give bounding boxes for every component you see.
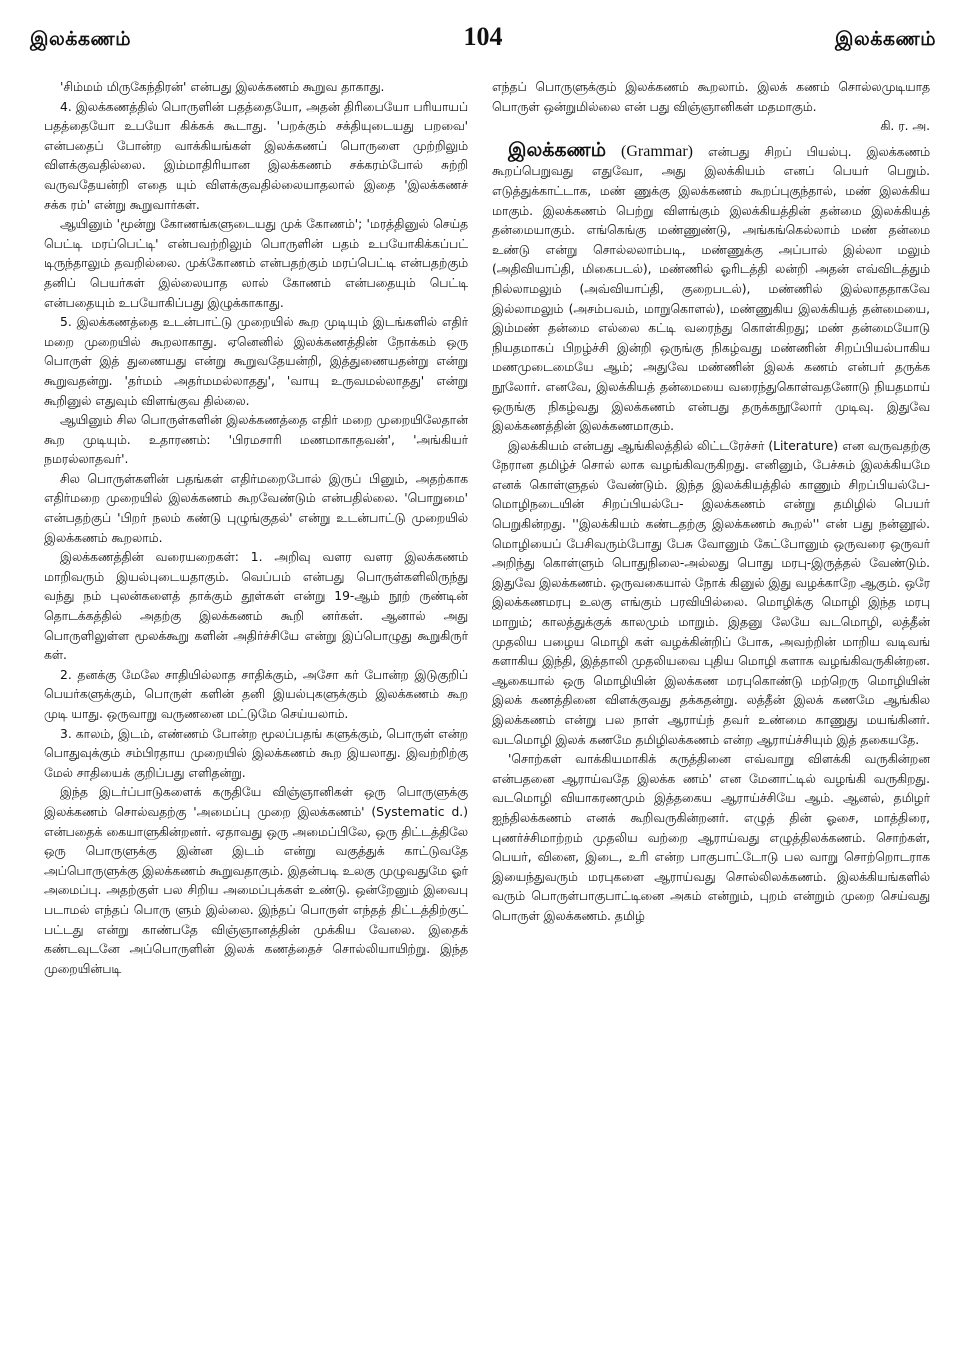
paragraph: 'சிம்மம் மிருகேந்திரன்' என்பது இலக்கணம் கூறுவ தாகாது.	[60, 80, 385, 94]
running-head-left: இலக்கணம்	[30, 28, 132, 50]
paragraph: 4. இலக்கணத்தில் பொருளின் பதத்தையோ, அதன் திரிபையோ பரியாயப் பதத்தையோ உபயோ கிக்கக் கூடாது. 'பறக்கும் சக்தியுடையது பறவை' என்பதைப் போன்ற வாக்கியங்கள் இலக்கணப் பொருளை முற்றிலும் விளக்குவதில்லை. இம்மாதிரியான இலக்கணம் சக்கரம்போல் சுற்றி வருவதேயன்றி எதை யும் விளக்குவதில்லையாதலால் இதை 'இலக்கணச் சக்க ரம்' என்று கூறுவார்கள்.	[44, 99, 468, 212]
paragraph: ஆயினும் சில பொருள்களின் இலக்கணத்தை எதிர் மறை முறையிலேதான் கூற முடியும். உதாரணம்: 'பிரமசாரி மணமாகாதவன்', 'அங்கியர் நமரல்லாதவர்'.	[44, 413, 468, 467]
paragraph: ஆயினும் 'மூன்று கோணங்களுடையது முக் கோணம்'; 'மரத்தினுல் செய்த பெட்டி மரப்பெட்டி' என்பவற்றிலும் பொருளின் பதம் உபயோகிக்கப்பட் டிருந்தாலும் தவறில்லை. முக்கோணம் என்பதற்கும் மரப்பெட்டி என்பதற்கும் தனிப் பெயர்கள் இல்லையாத லால் கோணம் என்பதையும் பெட்டி என்பதையும் உபயோகிப்பது இழுக்காகாது.	[44, 217, 468, 310]
paragraph: சில பொருள்களின் பதங்கள் எதிர்மறைபோல் இருப் பினும், அதற்காக எதிர்மறை முறையில் இலக்கணம் கூறவேண்டும் என்பதில்லை. 'பொறுமை' என்பதற்குப் 'பிறர் நலம் கண்டு புழுங்குதல்' என்று உடன்பாட்டு முறையில் இலக்கணம் கூறலாம்.	[44, 471, 468, 545]
paragraph: 2. தனக்கு மேலே சாதியில்லாத சாதிக்கும், அசோ கர் போன்ற இடுகுறிப் பெயர்களுக்கும், பொருள் களின் தனி இயல்புகளுக்கும் இலக்கணம் கூற முடி யாது. ஒருவாறு வருணனை மட்டுமே செய்யலாம்.	[44, 667, 468, 721]
paragraph: 5. இலக்கணத்தை உடன்பாட்டு முறையில் கூற முடியும் இடங்களில் எதிர் மறை முறையில் கூறலாகாது. ஏனெனில் இலக்கணத்தின் நோக்கம் ஒரு பொருள் இத் துணையது என்று கூறுவதேயன்றி, இத்துணையதன்று என்று கூறுவதன்று. 'தர்மம் அதர்மமல்லாதது', 'வாயு உருவமல்லாதது' என்று கூறினுல் எதுவும் விளங்குவ தில்லை.	[44, 315, 468, 408]
paragraph: இந்த இடர்ப்பாடுகளைக் கருதியே விஞ்ஞானிகள் ஒரு பொருளுக்கு இலக்கணம் சொல்வதற்கு 'அமைப்பு முறை இலக்கணம்' (Systematic d.) என்பதைக் கையாளுகின்றனர். ஏதாவது ஒரு அமைப்பிலே, ஒரு திட்டத்திலே ஒரு பொருளுக்கு இன்ன இடம் என்று வகுத்துக் காட்டுவதே அப்பொருளுக்கு இலக்கணம் கூறுவதாகும். இதன்படி உலகு முழுவதுமே ஓர் அமைப்பு. அதற்குள் பல சிறிய அமைப்புக்கள் உண்டு. ஒன்றேனும் இவைபு படாமல் எந்தப் பொரு ளும் இல்லை. இந்தப் பொருள் எந்தத் திட்டத்திற்குட் பட்டது என்று காண்பதே விஞ்ஞானத்தின் முக்கிய வேலை. இதைக் கண்டவுடனே அப்பொருளின் இலக் கணத்தைச் சொல்லியாயிற்று. இந்த முறையின்படி	[44, 785, 468, 976]
page-number: 104	[463, 22, 503, 51]
entry-lead-text: என்பது சிறப் பியல்பு. இலக்கணம் கூறப்பெறுவது எதுவோ, அது இலக்கியம் எனப் பெயர் பெறும். எடுத்துக்காட்டாக, மண் ணுக்கு இலக்கணம் கூறப்புகுந்தால், மண் இலக்கிய மாகும். இலக்கணம் பெற்று விளங்கும் இலக்கியத்தின் தன்மை இலக்கியத் தன்மையாகும். எங்கெங்கு மண்ணுண்டு, அங்கங்கெல்லாம் மண் தன்மை உண்டு என்று சொல்லலாம்படி, மண்ணுக்கு அப்பால் இல்லா மலும் (அதிவியாப்தி, மிகைபடல்), மண்ணில் ஓரிடத்தி லன்றி அதன் எவ்விடத்தும் நில்லாமலும் (அவ்வியாப்தி, குறைபடல்), மண்ணில் இல்லாததாகவே இல்லாமலும் (அசம்பவம், மாறுகொளல்), மண்ணுகிய இலக்கியத் தன்மையை, இம்மண் தன்மை எல்லை கட்டி வரைந்து கொள்கிறது; மண் தன்மையோடு நியதமாகப் பிறழ்ச்சி இன்றி ஒருங்கு நிகழ்வது மண்ணின் சிறப்பியல்பாகிய மணமுடைமையே ஆம்; அதுவே மண்ணின் இலக் கணம் என்பர் தருக்க நூலோர். எனவே, இலக்கியத் தன்மையை வரைந்துகொள்வதனோடு நியதமாய் ஒருங்கு நிகழ்வது இலக்கணம் என்பது தருக்கநூலோர் முடிவு. இதுவே இலக்கணத்தின் இலக்கணமாகும்.	[492, 144, 930, 434]
entry-heading: இலக்கணம்	[508, 138, 607, 161]
left-column	[44, 78, 468, 1354]
paragraph: 3. காலம், இடம், எண்ணம் போன்ற மூலப்பதங் களுக்கும், பொருள் என்ற பொதுவுக்கும் சம்பிரதாய முறையில் இலக்கணம் கூற இயலாது. இவற்றிற்கு மேல் சாதியைக் குறிப்பது எளிதன்று.	[44, 726, 468, 780]
paragraph: எந்தப் பொருளுக்கும் இலக்கணம் கூறலாம். இலக் கணம் சொல்லமுடியாத பொருள் ஒன்றுமில்லை என் பது விஞ்ஞானிகள் மதமாகும்.	[492, 80, 930, 114]
paragraph: 'சொற்கள் வாக்கியமாகிக் கருத்தினை எவ்வாறு விளக்கி வருகின்றன என்பதனை ஆராய்வதே இலக்க ணம்' என மேனாட்டில் வழங்கி வருகிறது. வடமொழி வியாகரணமும் இத்தகைய ஆராய்ச்சியே ஆம். ஆனல், தமிழர் ஐந்திலக்கணம் எனக் கூறிவருகின்றனர். எழுத் தின் ஓசை, மாத்திரை, புணர்ச்சிமாற்றம் முதலிய வற்றை ஆராய்வது எழுத்திலக்கணம். சொற்கள், பெயர், வினை, இடை, உரி என்ற பாகுபாட்டோடு பல வாறு சொற்றொடராக இயைந்துவரும் மரபுகளை ஆராய்வது சொல்லிலக்கணம். இலக்கியங்களில் வரும் பொருள்பாகுபாட்டினை அகம் என்றும், புறம் என்றும் முறை செய்வது பொருள் இலக்கணம். தமிழ்	[492, 752, 930, 923]
page-header	[30, 22, 936, 62]
running-head-right: இலக்கணம்	[834, 28, 936, 50]
paragraph: இலக்கணத்தின் வரையறைகள்: 1. அறிவு வளர வளர இலக்கணம் மாறிவரும் இயல்புடையதாகும். வெப்பம் என்பது பொருள்களிலிருந்து வந்து நம் புலன்களைத் தாக்கும் தூள்கள் என்று 19-ஆம் நூற் ருண்டின் தொடக்கத்தில் அதற்கு இலக்கணம் கூறி னர்கள். ஆனால் அது பொருளிலுள்ள மூலக்கூறு களின் அதிர்ச்சியே என்று இப்பொழுது கூறுகிருர் கள்.	[44, 550, 468, 663]
author-signature: கி. ர. அ.	[880, 119, 930, 134]
paragraph: இலக்கியம் என்பது ஆங்கிலத்தில் லிட்டரேச்சர் (Literature) என வருவதற்கு நேரான தமிழ்ச் சொல் லாக வழங்கிவருகிறது. எனினும், பேச்சும் இலக்கியமே எனக் கொள்ளுதல் வேண்டும். இந்த இலக்கியத்தில் காணும் சிறப்பியல்பே-மொழிநடையின் சிறப்பியல்பே- இலக்கணம் என்று தமிழில் பெயர் பெறுகின்றது. ''இலக்கியம் கண்டதற்கு இலக்கணம் கூறல்'' என் பது நன்னூல். மொழியைப் பேசிவரும்போது பேசு வோனும் கேட்போனும் ஒருவரை ஒருவர் அறிந்து கொள்ளும் பொதுநிலை-அல்லது பொது மரபு-இருத்தல் வேண்டும். இதுவே இலக்கணம். ஒருவகையால் நோக் கினுல் இது வழக்காறே ஆகும். ஒரே இலக்கணமரபு உலகு எங்கும் பரவியில்லை. மொழிக்கு மொழி இந்த மரபு மாறும்; காலத்துக்குக் காலமும் மாறும். இதனு லேயே வடமொழி, லத்தீன் முதலிய பழைய மொழி கள் வழக்கின்றிப் போக, அவற்றின் மாறிய வடிவங் களாகிய இந்தி, இத்தாலி முதலியவை புதிய மொழி களாக வழங்கிவருகின்றன. ஆகையால் ஒரு மொழியின் இலக்கண மரபுகொண்டு மற்றெரு மொழியின் இலக் கணத்தினை விளக்குவது தக்கதன்று. லத்தீன் இலக் கணமே ஆங்கில இலக்கணம் என்று பல நாள் ஆராய்ந் தவர் உண்மை காணுது மயங்கினர். வடமொழி இலக் கணமே தமிழிலக்கணம் என்ற ஆராய்ச்சியும் இத் தகையதே.	[492, 438, 930, 747]
entry-paragraph	[492, 138, 930, 437]
right-column	[492, 78, 930, 1354]
entry-gloss: (Grammar)	[621, 142, 694, 160]
